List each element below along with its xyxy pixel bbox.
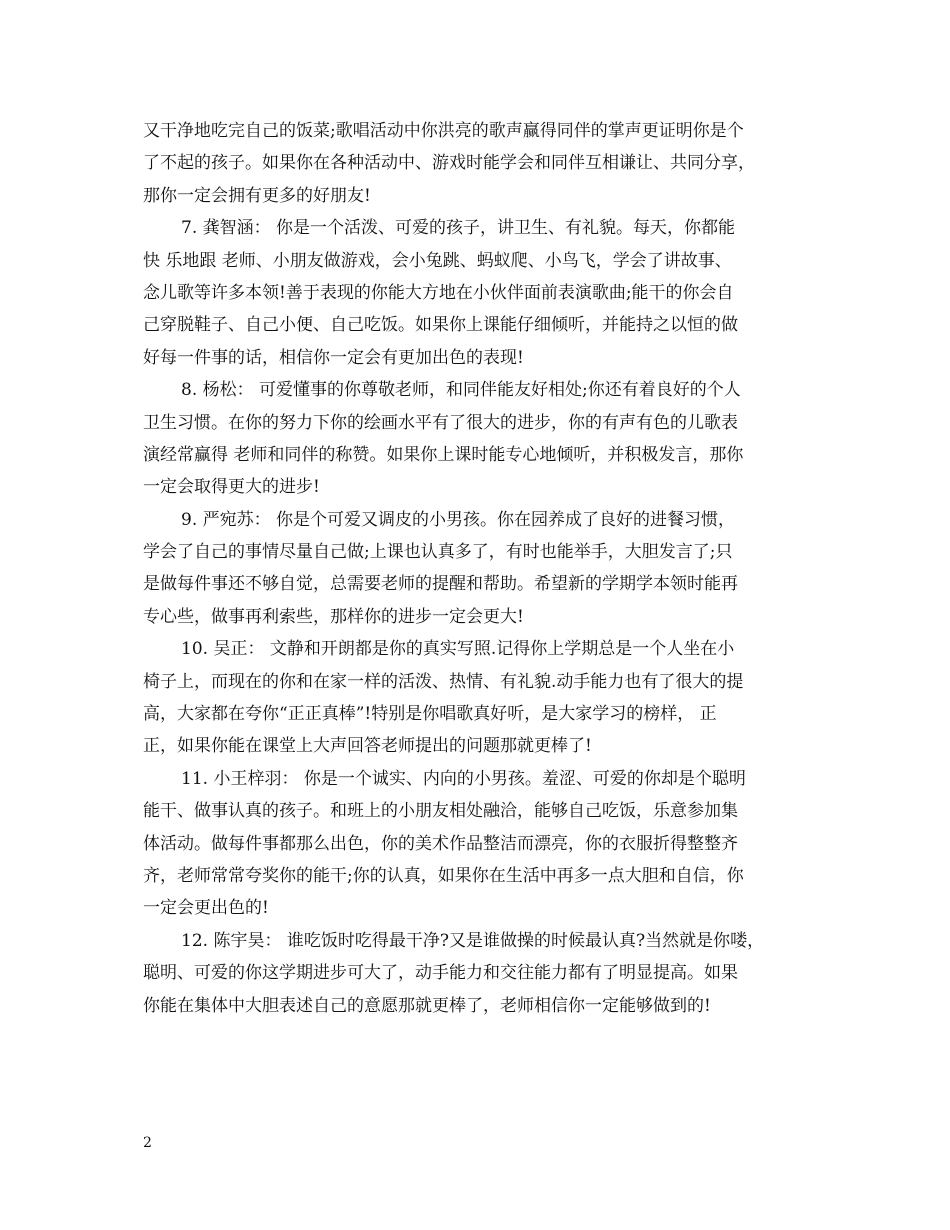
- text-line: 一定会更出色的!: [143, 898, 269, 919]
- text-line: 专心些，做事再利索些，那样你的进步一定会更大!: [143, 606, 524, 627]
- text-line: 那你一定会拥有更多的好朋友!: [143, 185, 371, 206]
- text-line: 一定会取得更大的进步!: [143, 477, 320, 498]
- paragraph-first-line: 12. 陈宇昊： 谁吃饭时吃得最干净?又是谁做操的时候最认真?当然就是你喽，: [181, 930, 765, 951]
- text-line: 体活动。做每件事都那么出色，你的美术作品整洁而漂亮，你的衣服折得整整齐: [143, 833, 738, 854]
- text-line: 是做每件事还不够自觉，总需要老师的提醒和帮助。希望新的学期学本领时能再: [143, 574, 738, 595]
- text-line: 卫生习惯。在你的努力下你的绘画水平有了很大的进步，你的有声有色的儿歌表: [143, 412, 738, 433]
- text-line: 又干净地吃完自己的饭菜;歌唱活动中你洪亮的歌声赢得同伴的掌声更证明你是个: [143, 121, 744, 141]
- paragraph-first-line: 9. 严宛苏： 你是个可爱又调皮的小男孩。你在园养成了良好的进餐习惯，: [181, 509, 736, 530]
- text-line: 齐，老师常常夸奖你的能干;你的认真，如果你在生活中再多一点大胆和自信，你: [143, 865, 744, 886]
- paragraph-first-line: 11. 小王梓羽： 你是一个诚实、内向的小男孩。羞涩、可爱的你却是个聪明: [181, 768, 746, 789]
- text-line: 学会了自己的事情尽量自己做;上课也认真多了，有时也能举手，大胆发言了;只: [143, 542, 733, 563]
- text-line: 演经常赢得 老师和同伴的称赞。如果你上课时能专心地倾听，并积极发言，那你: [143, 444, 744, 465]
- text-line: 快 乐地跟 老师、小朋友做游戏，会小兔跳、蚂蚁爬、小鸟飞，学会了讲故事、: [143, 250, 732, 271]
- text-line: 好每一件事的话，相信你一定会有更加出色的表现!: [143, 347, 524, 368]
- text-line: 正，如果你能在课堂上大声回答老师提出的问题那就更棒了!: [143, 736, 592, 757]
- paragraph-first-line: 10. 吴正： 文静和开朗都是你的真实写照.记得你上学期总是一个人坐在小: [181, 639, 735, 660]
- paragraph-first-line: 8. 杨松： 可爱懂事的你尊敬老师，和同伴能友好相处;你还有着良好的个人: [181, 380, 741, 401]
- text-line: 念儿歌等许多本领!善于表现的你能大方地在小伙伴面前表演歌曲;能干的你会自: [143, 282, 734, 303]
- text-line: 能干、做事认真的孩子。和班上的小朋友相处融洽，能够自己吃饭，乐意参加集: [143, 801, 738, 822]
- text-line: 己穿脱鞋子、自己小便、自己吃饭。如果你上课能仔细倾听，并能持之以恒的做: [143, 315, 738, 336]
- page-number: 2: [143, 1135, 152, 1151]
- text-line: 聪明、可爱的你这学期进步可大了，动手能力和交往能力都有了明显提高。如果: [143, 963, 738, 984]
- text-line: 你能在集体中大胆表述自己的意愿那就更棒了，老师相信你一定能够做到的!: [143, 995, 711, 1016]
- paragraph-first-line: 7. 龚智涵： 你是一个活泼、可爱的孩子，讲卫生、有礼貌。每天，你都能: [181, 218, 736, 239]
- text-line: 高，大家都在夸你“正正真棒”!特别是你唱歌真好听，是大家学习的榜样， 正: [143, 704, 717, 725]
- text-line: 了不起的孩子。如果你在各种活动中、游戏时能学会和同伴互相谦让、共同分享，: [143, 153, 755, 174]
- document-body: [143, 115, 823, 1022]
- text-line: 椅子上，而现在的你和在家一样的活泼、热情、有礼貌.动手能力也有了很大的提: [143, 671, 744, 692]
